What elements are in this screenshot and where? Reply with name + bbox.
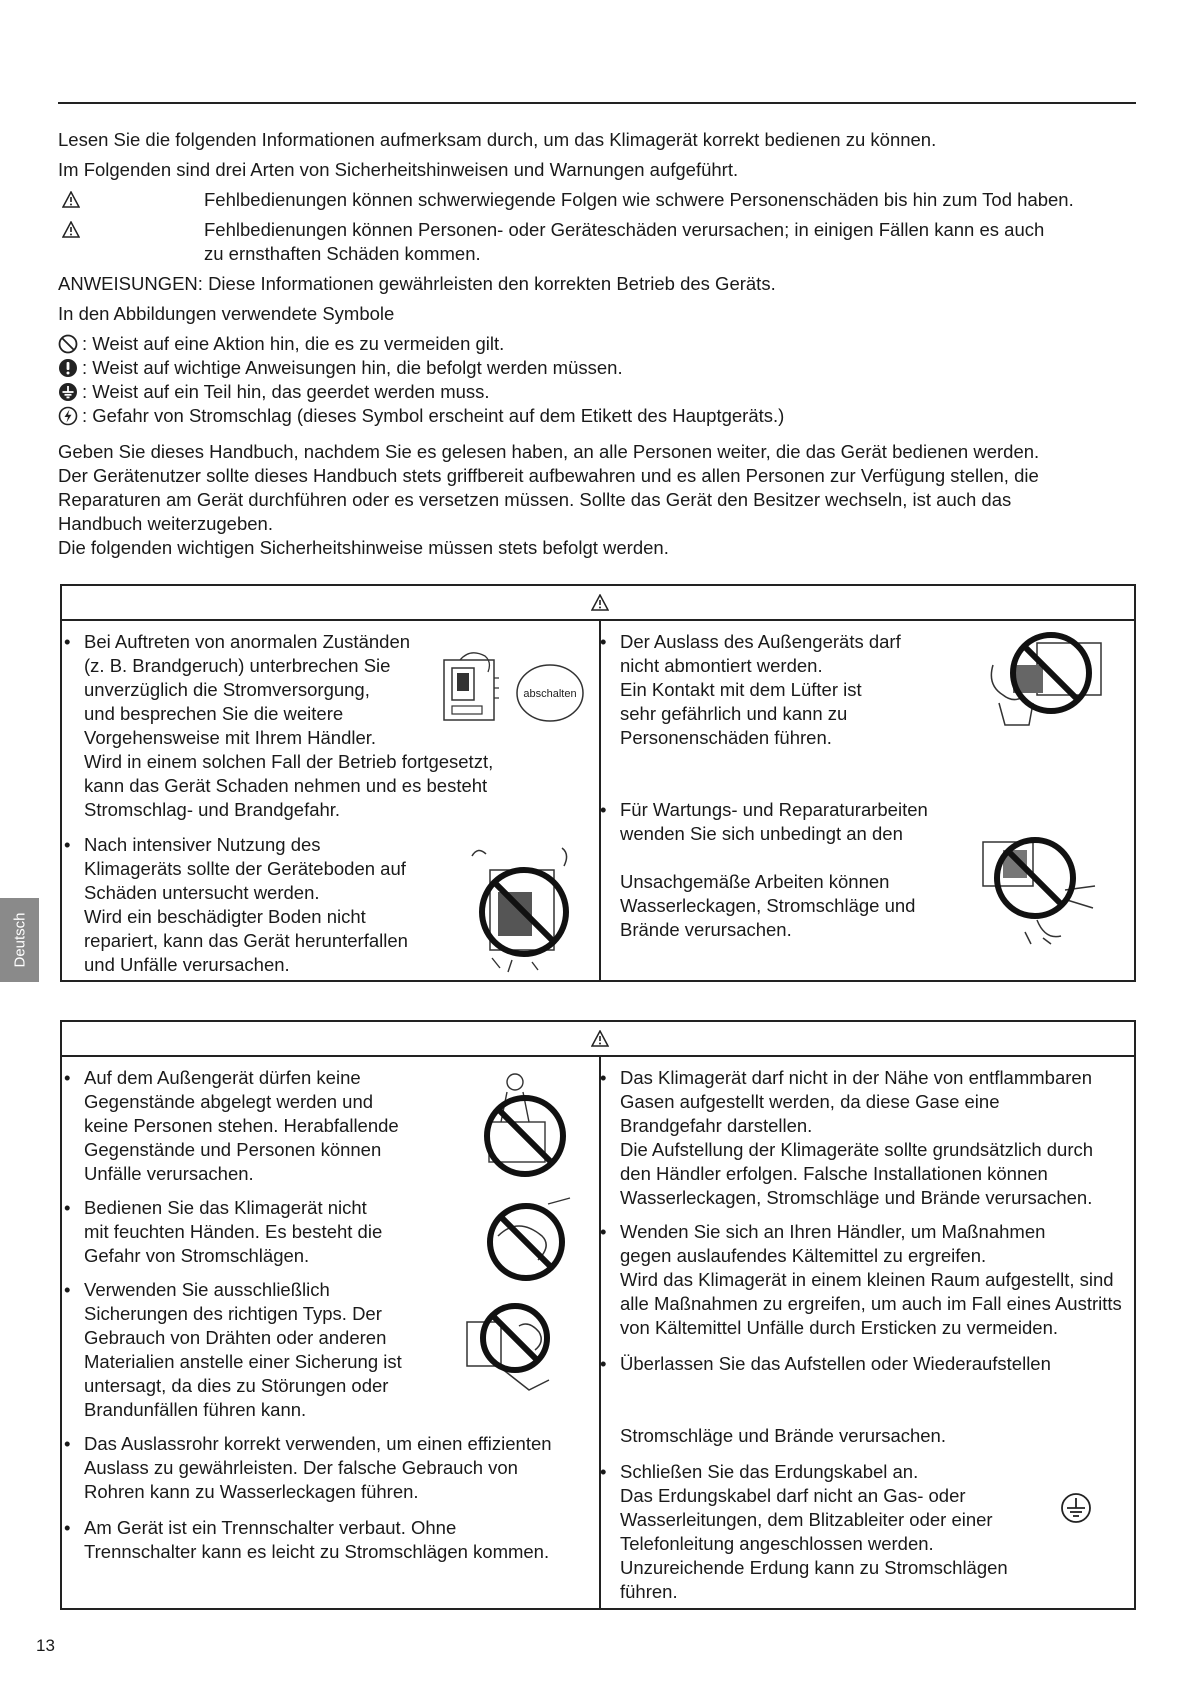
damaged-base-illustration [462,840,582,980]
power-switch-illustration [440,648,590,730]
item-line: Wird ein beschädigter Boden nicht [84,906,366,927]
symbol-shock-row [58,404,784,428]
item-line: Bedienen Sie das Klimagerät nicht [84,1197,367,1218]
item-line: Brandunfällen führen kann. [84,1399,307,1420]
item-line: Gefahr von Stromschlägen. [84,1245,310,1266]
item-line: Das Erdungskabel darf nicht an Gas- oder [620,1485,966,1506]
bullet-icon: • [600,631,607,652]
item-line: Auf dem Außengerät dürfen keine [84,1067,361,1088]
item-line: Der Auslass des Außengeräts darf [620,631,901,652]
item-line: Nach intensiver Nutzung des [84,834,321,855]
warning-triangle-icon [591,1030,609,1048]
warning-triangle-icon [591,594,609,612]
paragraph-line-2: Der Gerätenutzer sollte dieses Handbuch stets griffbereit aufbewahren und es allen Personen zur Verfügung stellen, die [58,465,1039,486]
item-line: Auslass zu gewährleisten. Der falsche Gebrauch von [84,1457,518,1478]
item-text [84,1196,382,1268]
item-line: Wenden Sie sich an Ihren Händler, um Maßnahmen [620,1221,1046,1242]
fan-guard-illustration [985,625,1110,735]
item-line: Gegenstände und Personen können [84,1139,382,1160]
item-line: Schließen Sie das Erdungskabel an. [620,1461,919,1482]
item-line: untersagt, da dies zu Störungen oder [84,1375,389,1396]
symbol-prohibit-text: : Weist auf eine Aktion hin, die es zu vermeiden gilt. [82,333,505,354]
bullet-icon: • [64,631,71,652]
item-line: Das Klimagerät darf nicht in der Nähe von entflammbaren [620,1067,1092,1088]
item-line: Ein Kontakt mit dem Lüfter ist [620,679,862,700]
electric-shock-icon [58,406,78,426]
item-line: repariert, kann das Gerät herunterfallen [84,930,408,951]
item-line: Wasserleitungen, dem Blitzableiter oder einer [620,1509,993,1530]
symbol-mandatory-text: : Weist auf wichtige Anweisungen hin, die befolgt werden müssen. [82,357,623,378]
symbol-ground-text: : Weist auf ein Teil hin, das geerdet werden muss. [82,381,490,402]
symbol-ground-row [58,380,490,404]
bullet-icon: • [64,1433,71,1454]
warning-level-2-text-b: zu ernsthaften Schäden kommen. [204,243,481,264]
item-text [620,1352,1051,1448]
item-line: gegen auslaufendes Kältemittel zu ergreifen. [620,1245,987,1266]
item-line: Unzureichende Erdung kann zu Stromschlägen [620,1557,1008,1578]
item-line: Vorgehensweise mit Ihrem Händler. [84,727,377,748]
item-line: Wasserleckagen, Stromschläge und [620,895,916,916]
prohibit-icon [58,334,78,354]
warning-triangle-icon [62,221,80,239]
item-text [620,1460,1008,1604]
item-line: Bei Auftreten von anormalen Zuständen [84,631,411,652]
paragraph-line-1: Geben Sie dieses Handbuch, nachdem Sie es gelesen haben, an alle Personen weiter, die das Gerät bedienen werden. [58,441,1040,462]
bullet-icon: • [64,1517,71,1538]
item-line: Verwenden Sie ausschließlich [84,1279,330,1300]
item-line: Trennschalter kann es leicht zu Stromschlägen kommen. [84,1541,550,1562]
language-label: Deutsch [11,912,28,968]
symbol-mandatory-row [58,356,623,380]
item-line [620,846,928,870]
warning-triangle-icon [62,191,80,209]
item-line: Stromschlag- und Brandgefahr. [84,799,341,820]
item-line: Gasen aufgestellt werden, da diese Gase eine [620,1091,1000,1112]
warning-level-1 [58,188,1148,212]
item-line: mit feuchten Händen. Es besteht die [84,1221,383,1242]
item-line: von Kältemittel Unfälle durch Ersticken zu vermeiden. [620,1317,1059,1338]
item-line: führen. [620,1581,678,1602]
item-line: und besprechen Sie die weitere [84,703,344,724]
instructions-line: ANWEISUNGEN: Diese Informationen gewährleisten den korrekten Betrieb des Geräts. [58,273,776,294]
language-side-tab [0,898,39,982]
warning-level-2-text-a: Fehlbedienungen können Personen- oder Geräteschäden verursachen; in einigen Fällen kann es auch [204,219,1045,240]
item-line: (z. B. Brandgeruch) unterbrechen Sie [84,655,391,676]
symbol-prohibit-row [58,332,504,356]
item-line: Telefonleitung angeschlossen werden. [620,1533,934,1554]
item-line: Stromschläge und Brände verursachen. [620,1425,946,1446]
item-text [84,1432,552,1504]
item-line: Das Auslassrohr korrekt verwenden, um einen effizienten [84,1433,552,1454]
symbols-heading: In den Abbildungen verwendete Symbole [58,303,395,324]
item-line: Gegenstände abgelegt werden und [84,1091,374,1112]
item-text [84,1516,549,1564]
exclamation-icon [58,358,78,378]
item-line: unverzüglich die Stromversorgung, [84,679,370,700]
item-line: Schäden untersucht werden. [84,882,320,903]
bullet-icon: • [600,1353,607,1374]
item-text [84,833,408,977]
warning-level-1-text: Fehlbedienungen können schwerwiegende Folgen wie schwere Personenschäden bis hin zum Tod haben. [204,189,1074,210]
paragraph-line-4: Handbuch weiterzugeben. [58,513,273,534]
bullet-icon: • [64,1279,71,1300]
item-text [620,1066,1093,1210]
item-line: Materialien anstelle einer Sicherung ist [84,1351,402,1372]
intro-line-1: Lesen Sie die folgenden Informationen aufmerksam durch, um das Klimagerät korrekt bedienen zu können. [58,129,937,150]
item-text [84,1278,402,1422]
no-wet-hands-illustration [478,1196,578,1286]
warning-table-1-header [62,586,1134,621]
item-line: Am Gerät ist ein Trennschalter verbaut. Ohne [84,1517,457,1538]
bullet-icon: • [64,1197,71,1218]
item-line: Unfälle verursachen. [84,1163,254,1184]
item-line: sehr gefährlich und kann zu [620,703,848,724]
top-rule [58,102,1136,104]
item-line: Wird das Klimagerät in einem kleinen Raum aufgestellt, sind [620,1269,1114,1290]
ground-symbol-icon [1060,1492,1092,1524]
item-line: Brände verursachen. [620,919,792,940]
item-line: Wird in einem solchen Fall der Betrieb fortgesetzt, [84,751,494,772]
item-line: Gebrauch von Drähten oder anderen [84,1327,387,1348]
wrong-fuse-illustration [465,1286,585,1401]
intro-line-2: Im Folgenden sind drei Arten von Sicherheitshinweisen und Warnungen aufgeführt. [58,159,739,180]
item-line: alle Maßnahmen zu ergreifen, um auch im Fall eines Austritts [620,1293,1122,1314]
paragraph-line-5: Die folgenden wichtigen Sicherheitshinweise müssen stets befolgt werden. [58,537,669,558]
item-line: Klimageräts sollte der Geräteboden auf [84,858,406,879]
item-line: keine Personen stehen. Herabfallende [84,1115,399,1136]
item-line [620,1376,1051,1400]
item-text [620,798,928,942]
ground-icon [58,382,78,402]
item-line: wenden Sie sich unbedingt an den [620,823,903,844]
item-text [84,630,493,822]
item-text [620,1220,1122,1340]
item-line: Personenschäden führen. [620,727,832,748]
item-line: den Händler erfolgen. Falsche Installationen können [620,1163,1048,1184]
page-number: 13 [36,1636,55,1655]
item-line: Wasserleckagen, Stromschläge und Brände verursachen. [620,1187,1093,1208]
warning-table-2-header [62,1022,1134,1057]
no-standing-on-unit-illustration [475,1070,575,1180]
item-line [620,1400,1051,1424]
bullet-icon: • [600,799,607,820]
warning-level-2 [58,218,1148,266]
item-line: Sicherungen des richtigen Typs. Der [84,1303,382,1324]
bullet-icon: • [64,1067,71,1088]
item-line: Für Wartungs- und Reparaturarbeiten [620,799,928,820]
bullet-icon: • [600,1067,607,1088]
bullet-icon: • [64,834,71,855]
item-line: und Unfälle verursachen. [84,954,290,975]
item-line: Unsachgemäße Arbeiten können [620,871,890,892]
item-line: nicht abmontiert werden. [620,655,823,676]
item-line: Brandgefahr darstellen. [620,1115,813,1136]
item-line: kann das Gerät Schaden nehmen und es besteht [84,775,488,796]
item-line: Die Aufstellung der Klimageräte sollte grundsätzlich durch [620,1139,1094,1160]
bullet-icon: • [600,1461,607,1482]
switch-off-label: abschalten [523,688,577,700]
item-text [84,1066,399,1186]
paragraph-line-3: Reparaturen am Gerät durchführen oder es versetzen müssen. Sollte das Gerät den Besitzer wechseln, ist auch das [58,489,1012,510]
repair-tools-illustration [975,820,1105,950]
column-divider [599,1055,601,1608]
item-line: Rohren kann zu Wasserleckagen führen. [84,1481,419,1502]
item-line: Überlassen Sie das Aufstellen oder Wiederaufstellen [620,1353,1051,1374]
bullet-icon: • [600,1221,607,1242]
symbol-shock-text: : Gefahr von Stromschlag (dieses Symbol erscheint auf dem Etikett des Hauptgeräts.) [82,405,785,426]
item-text [620,630,901,750]
